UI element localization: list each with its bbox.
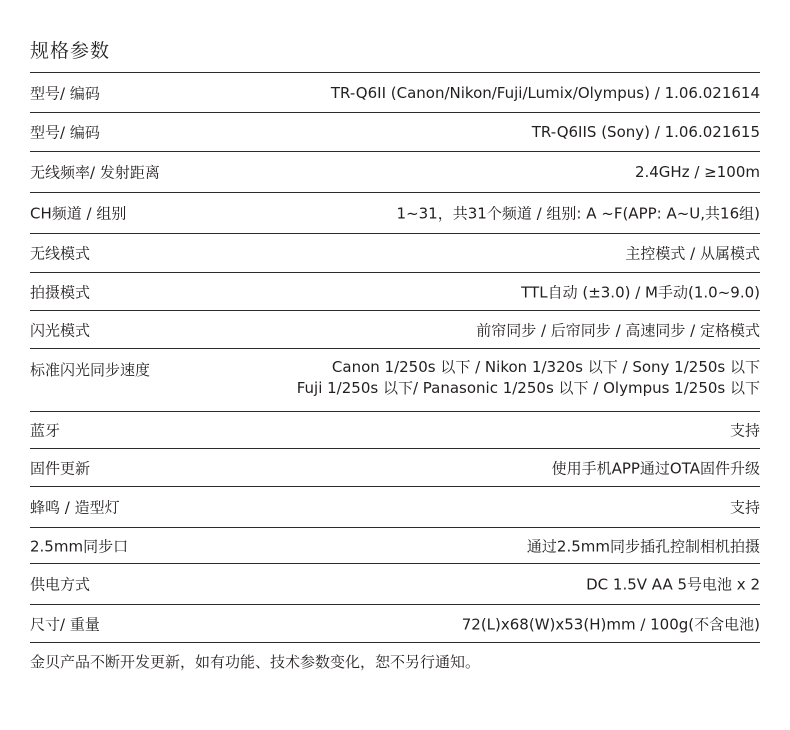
spec-row-channel-group xyxy=(30,192,760,233)
spec-row-flash-mode xyxy=(30,310,760,348)
disclaimer-note: 金贝产品不断开发更新，如有功能、技术参数变化，恕不另行通知。 xyxy=(30,653,481,671)
spec-label: 2.5mm同步口 xyxy=(30,537,129,555)
spec-row-shooting-mode xyxy=(30,272,760,310)
spec-value: TR-Q6II (Canon/Nikon/Fuji/Lumix/Olympus) / 1.06.021614 xyxy=(330,83,760,102)
spec-value-line: Canon 1/250s 以下 / Nikon 1/320s 以下 / Sony 1/250s 以下 xyxy=(331,358,760,376)
spec-label: 型号/ 编码 xyxy=(30,84,100,102)
spec-row-sync-speed xyxy=(30,348,760,411)
spec-value: 72(L)x68(W)x53(H)mm / 100g(不含电池) xyxy=(461,615,760,633)
spec-value-line: Fuji 1/250s 以下/ Panasonic 1/250s 以下 / Olympus 1/250s 以下 xyxy=(296,379,760,397)
spec-row-sync-port xyxy=(30,527,760,563)
spec-row-beep-modeling-lamp xyxy=(30,486,760,527)
spec-label: 蓝牙 xyxy=(30,421,61,440)
page-title: 规格参数 xyxy=(30,40,111,62)
spec-row-model-code-sony xyxy=(30,112,760,151)
spec-table xyxy=(30,72,760,643)
spec-value: 通过2.5mm同步插孔控制相机拍摄 xyxy=(526,537,760,555)
spec-value: TR-Q6IIS (Sony) / 1.06.021615 xyxy=(531,123,760,141)
spec-label: 型号/ 编码 xyxy=(30,123,100,142)
spec-value: 支持 xyxy=(729,421,760,440)
spec-row-bluetooth xyxy=(30,411,760,448)
spec-row-firmware-update xyxy=(30,448,760,486)
spec-label: 无线频率/ 发射距离 xyxy=(30,163,160,182)
spec-label: 标准闪光同步速度 xyxy=(30,361,151,379)
spec-label: CH频道 / 组别 xyxy=(30,204,127,223)
spec-label: 拍摄模式 xyxy=(30,283,91,301)
spec-row-size-weight xyxy=(30,604,760,643)
spec-row-power-supply xyxy=(30,563,760,604)
spec-row-model-code xyxy=(30,72,760,112)
spec-label: 尺寸/ 重量 xyxy=(30,615,100,633)
spec-value: 支持 xyxy=(729,498,760,517)
spec-value: 主控模式 / 从属模式 xyxy=(625,244,760,263)
spec-label: 供电方式 xyxy=(30,575,91,594)
spec-label: 固件更新 xyxy=(30,459,91,477)
spec-value: TTL自动 (±3.0) / M手动(1.0~9.0) xyxy=(521,283,760,301)
spec-row-wireless-frequency xyxy=(30,151,760,192)
spec-value: 使用手机APP通过OTA固件升级 xyxy=(551,459,760,477)
spec-value: 前帘同步 / 后帘同步 / 高速同步 / 定格模式 xyxy=(476,321,760,339)
spec-value: DC 1.5V AA 5号电池 x 2 xyxy=(586,575,760,594)
spec-value xyxy=(297,357,760,399)
spec-label: 无线模式 xyxy=(30,244,91,263)
spec-value: 2.4GHz / ≥100m xyxy=(634,163,760,181)
spec-row-wireless-mode xyxy=(30,233,760,272)
spec-value: 1~31，共31个频道 / 组别: A ~F(APP: A~U,共16组) xyxy=(396,204,760,223)
spec-label: 闪光模式 xyxy=(30,321,91,339)
spec-label: 蜂鸣 / 造型灯 xyxy=(30,498,120,517)
